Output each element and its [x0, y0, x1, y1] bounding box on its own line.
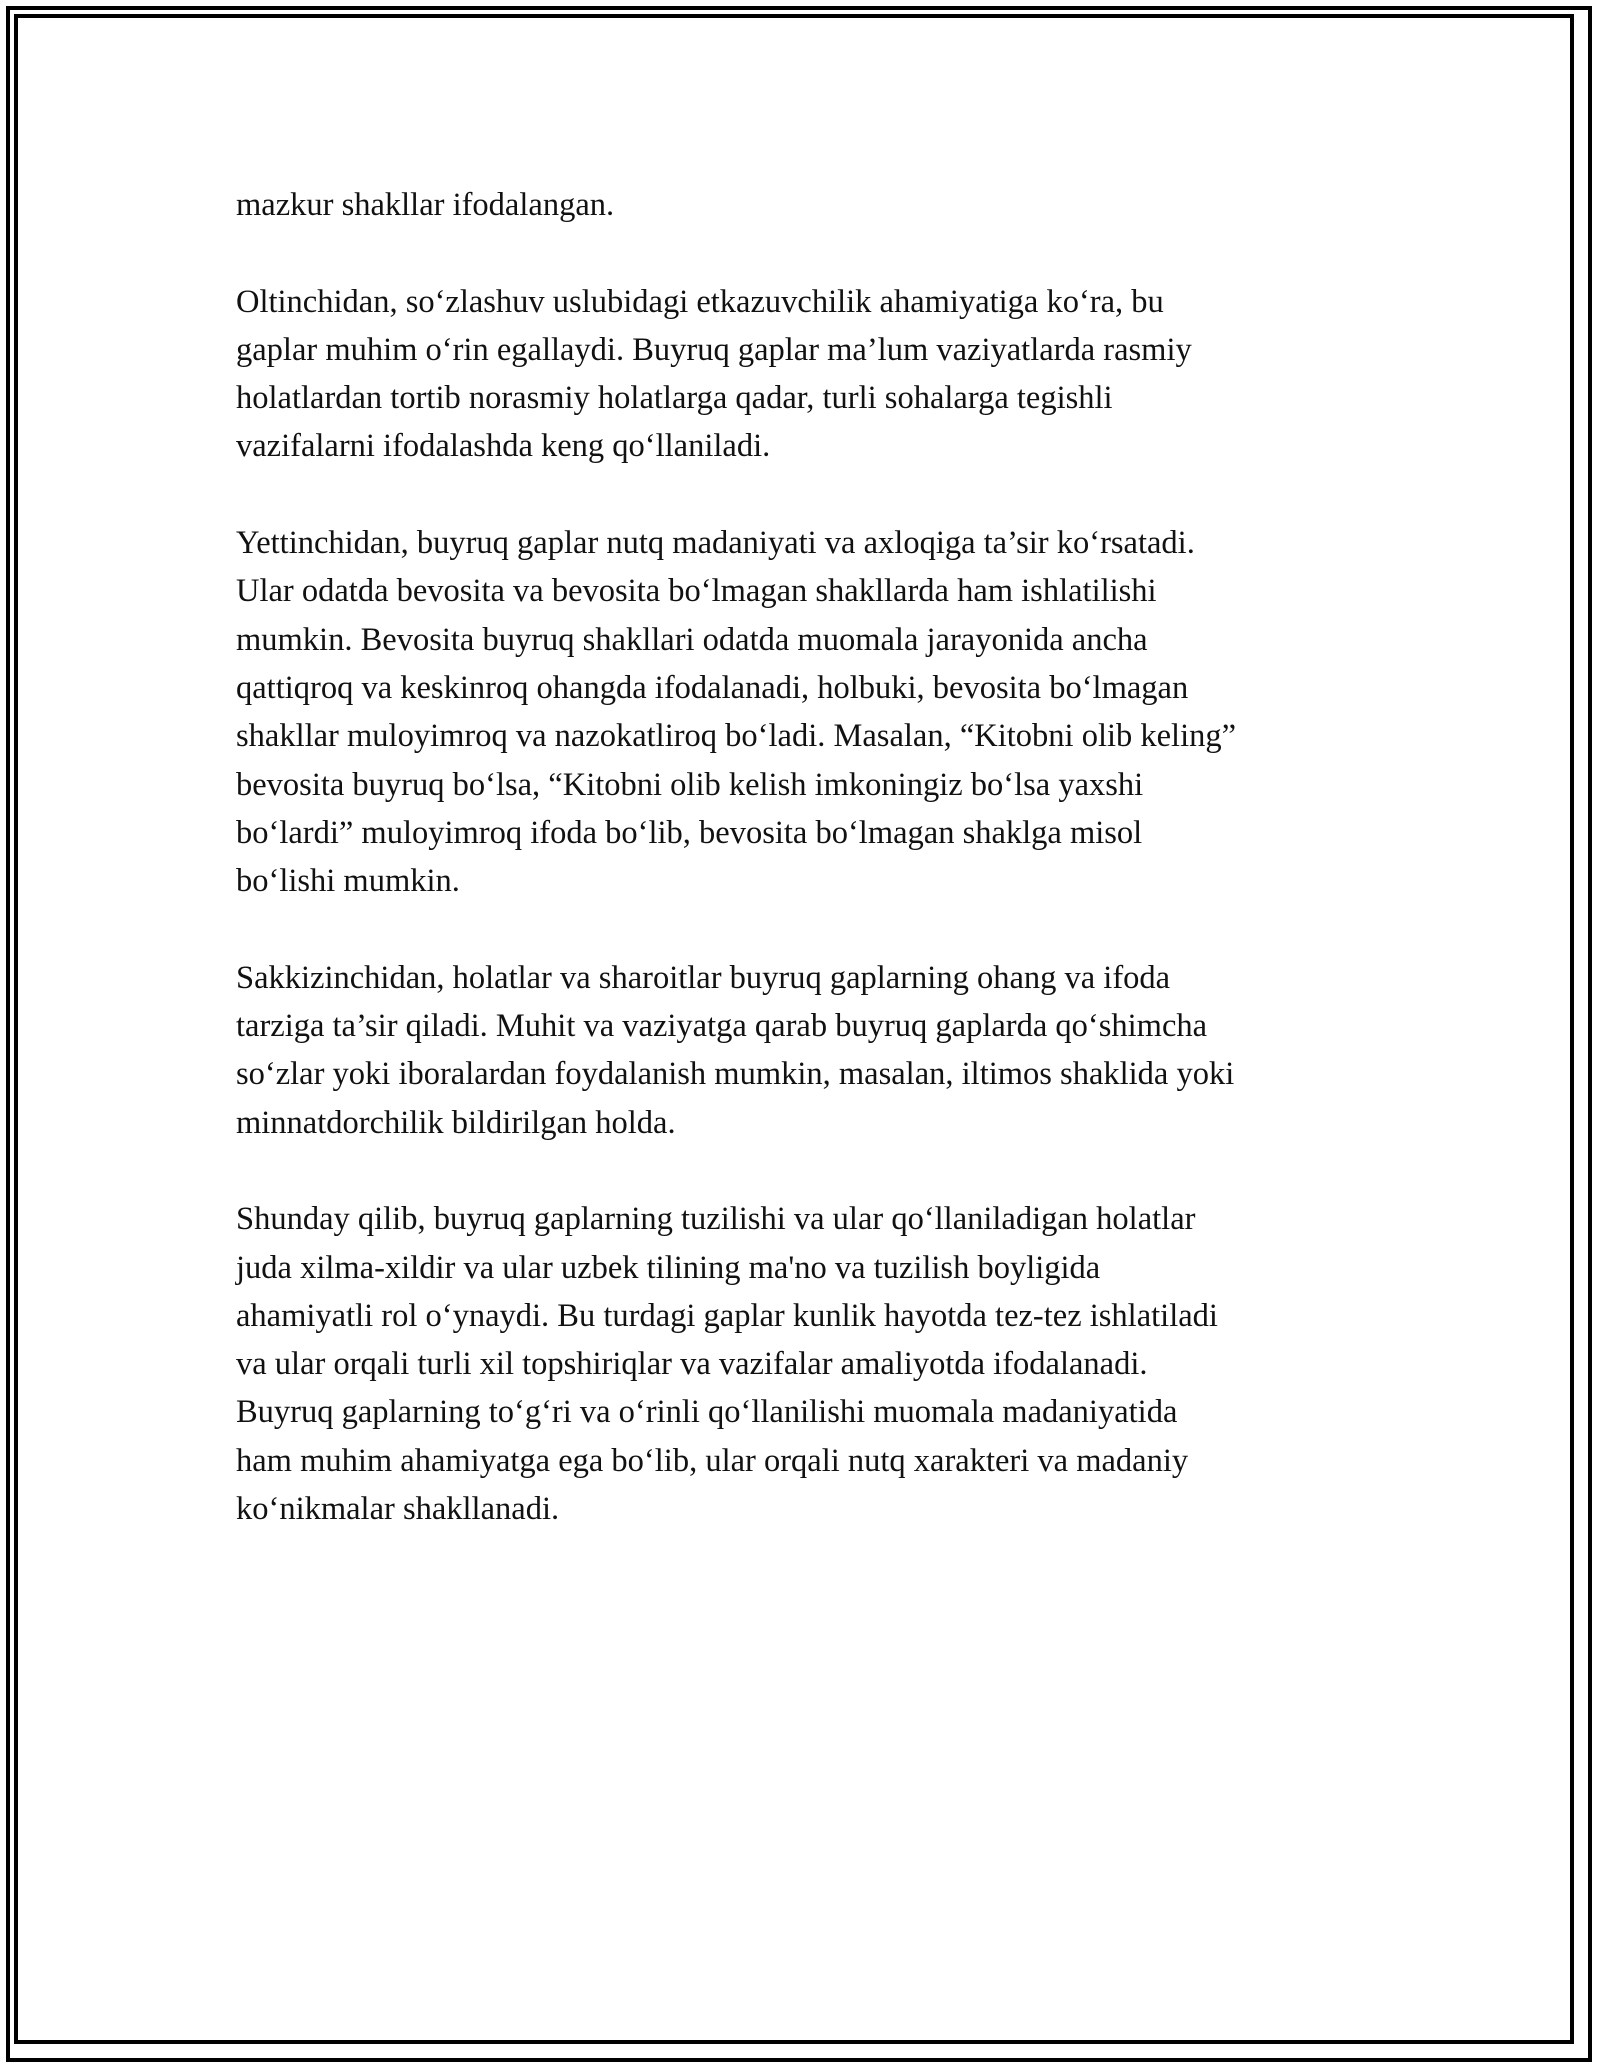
paragraph-conclusion: Shunday qilib, buyruq gaplarning tuzilishi va ular qo‘llaniladigan holatlar juda xilma-xildir va ular uzbek tilining ma'no va tuzilish boyligida ahamiyatli rol o‘ynaydi. Bu turdagi gaplar kunlik hayotda tez-tez ishlatiladi va ular orqali turli xil topshiriqlar va vazifalar amaliyotda ifodalanadi. Buyruq gaplarning to‘g‘ri va o‘rinli qo‘llanilishi muomala madaniyatida ham muhim ahamiyatga ega bo‘lib, ular orqali nutq xarakteri va madaniy ko‘nikmalar shakllanadi. — [236, 1201, 1218, 1528]
paragraph-eighth-point: Sakkizinchidan, holatlar va sharoitlar buyruq gaplarning ohang va ifoda tarziga ta’sir qiladi. Muhit va vaziyatga qarab buyruq gaplarda qo‘shimcha so‘zlar yoki iboralardan foydalanish mumkin, masalan, iltimos shaklida yoki minnatdorchilik bildirilgan holda. — [236, 959, 1235, 1141]
document-body — [236, 181, 1376, 1533]
paragraph-continuation: mazkur shakllar ifodalangan. — [236, 187, 615, 223]
paragraph-sixth-point: Oltinchidan, so‘zlashuv uslubidagi etkazuvchilik ahamiyatiga ko‘ra, bu gaplar muhim o‘rin egallaydi. Buyruq gaplar ma’lum vaziyatlarda rasmiy holatlardan tortib norasmiy holatlarga qadar, turli sohalarga tegishli vazifalarni ifodalashda keng qo‘llaniladi. — [236, 283, 1192, 465]
paragraph-seventh-point: Yettinchidan, buyruq gaplar nutq madaniyati va axloqiga ta’sir ko‘rsatadi. Ular odatda bevosita va bevosita bo‘lmagan shakllarda ham ishlatilishi mumkin. Bevosita buyruq shakllari odatda muomala jarayonida ancha qattiqroq va keskinroq ohangda ifodalanadi, holbuki, bevosita bo‘lmagan shakllar muloyimroq va nazokatliroq bo‘ladi. Masalan, “Kitobni olib keling” bevosita buyruq bo‘lsa, “Kitobni olib kelish imkoningiz bo‘lsa yaxshi bo‘lardi” muloyimroq ifoda bo‘lib, bevosita bo‘lmagan shaklga misol bo‘lishi mumkin. — [236, 525, 1237, 900]
